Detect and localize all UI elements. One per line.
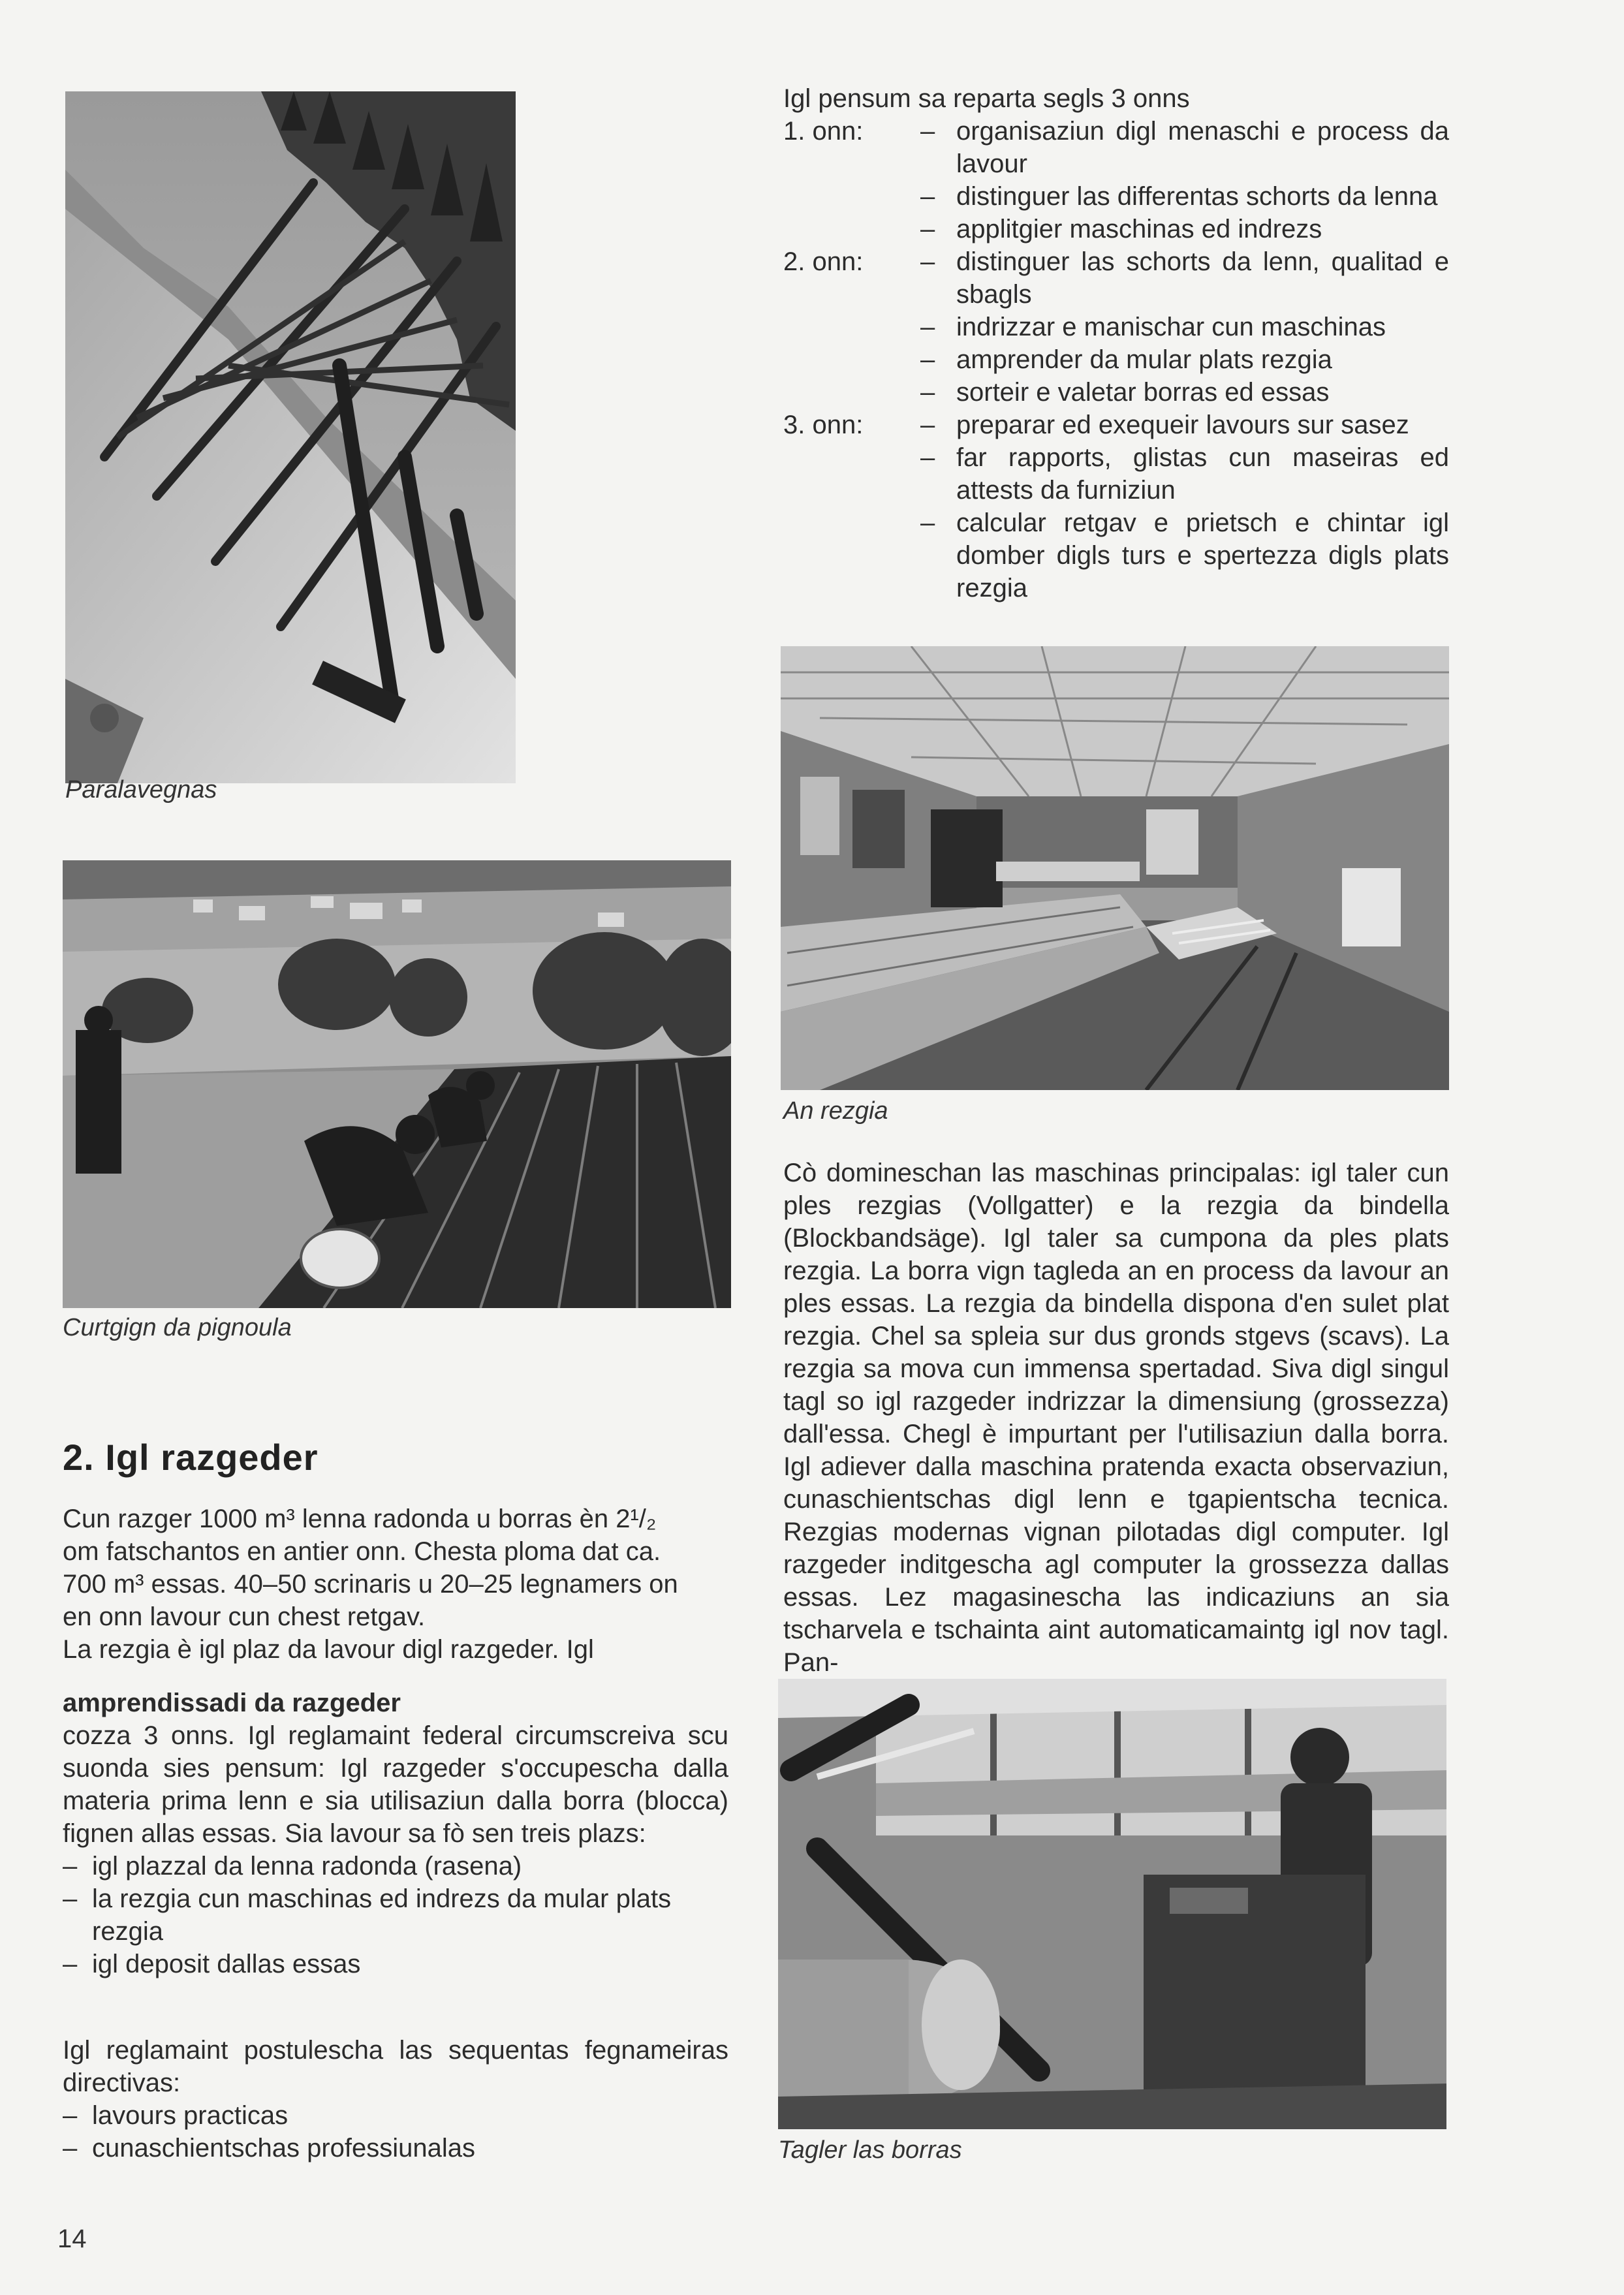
photo-sawmill-interior	[781, 646, 1449, 1090]
schedule-item: far rapports, glistas cun maseiras ed attests da furniziun	[956, 443, 1449, 505]
section-intro	[63, 1503, 728, 1666]
list-item: – la rezgia cun maschinas ed indrezs da mular plats rezgia	[63, 1882, 728, 1948]
training-schedule	[783, 82, 1449, 604]
text-line: en onn lavour cun chest retgav.	[63, 1602, 426, 1631]
schedule-item: amprender da mular plats rezgia	[956, 345, 1332, 374]
list-item-text: igl plazzal da lenna radonda (rasena)	[92, 1852, 522, 1881]
caption-tagler: Tagler las borras	[778, 2136, 962, 2164]
schedule-item: calcular retgav e prietsch e chintar igl domber digls turs e spertezza digls plats rezgia	[956, 508, 1449, 602]
schedule-item: distinguer las differentas schorts da lenna	[956, 182, 1438, 211]
list-item: – cunaschientschas professiunalas	[63, 2132, 728, 2164]
machines-paragraph: Cò domineschan las maschinas principalas: igl taler cun ples rezgias (Vollgatter) e la rezgia da bindella (Blockbandsäge). Igl taler sa cumpona da ples plats rezgia. La borra vign tagleda an en process da lavour an ples essas. La rezgia da bindella dispona d'en sulet plat rezgia. Chel sa spleia sur dus gronds stgevs (scavs). La rezgia sa mova cun immensa spertadad. Siva digl singul tagl so igl razgeder indrizzar la dimensiung (grossezza) dall'essa. Chegl è impurtant per l'utilisaziun dalla borra. Igl adiever dalla maschina pratenda exacta observaziun, cunaschientschas digl lenn e tgapientscha tecnica. Rezgias modernas vignan pilotadas digl computer. Igl razgeder inditgescha agl computer la grossezza dallas essas. Lez magasinescha las indicaziuns an sia tscharvela e tschainta aint automaticamaintg igl nov tagl. Pan-	[783, 1159, 1449, 1677]
page-number: 14	[57, 2225, 87, 2253]
text-line: 700 m³ essas. 40–50 scrinaris u 20–25 legnamers on	[63, 1570, 678, 1599]
schedule-item: applitgier maschinas ed indrezs	[956, 215, 1322, 243]
schedule-item: organisaziun digl menaschi e process da lavour	[956, 117, 1449, 178]
text-line: Cun razger 1000 m³ lenna radonda u borras èn 2¹/₂	[63, 1505, 657, 1533]
schedule-item: sorteir e valetar borras ed essas	[956, 378, 1330, 407]
caption-curtgign: Curtgign da pignoula	[63, 1314, 292, 1341]
text-line: om fatschantos en antier onn. Chesta ploma dat ca.	[63, 1537, 661, 1566]
list-item-text: cunaschientschas professiunalas	[92, 2134, 476, 2162]
schedule-year-2: 2. onn: – distinguer las schorts da lenn, qualitad e sbagls – indrizzar e manischar cun maschinas – amprender da mular plats rezgia – sorteir e valetar borras ed essas	[783, 245, 1449, 409]
caption-paralavegnas: Paralavegnas	[65, 776, 217, 804]
list-item-text: la rezgia cun maschinas ed indrezs da mular plats rezgia	[92, 1884, 672, 1946]
year-label: 1. onn:	[783, 117, 864, 146]
directives-block	[63, 2034, 728, 2164]
apprenticeship-block	[63, 1687, 728, 1980]
year-label: 3. onn:	[783, 411, 864, 439]
schedule-year-1: 1. onn: – organisaziun digl menaschi e process da lavour – distinguer las differentas schorts da lenna – applitgier maschinas ed indrezs	[783, 115, 1449, 245]
list-item: – igl deposit dallas essas	[63, 1948, 728, 1980]
subheading: amprendissadi da razgeder	[63, 1689, 401, 1717]
list-item-text: lavours practicas	[92, 2101, 289, 2130]
schedule-item: distinguer las schorts da lenn, qualitad e sbagls	[956, 247, 1449, 309]
photo-avalanche-barriers	[65, 91, 516, 783]
schedule-intro: Igl pensum sa reparta segls 3 onns	[783, 84, 1190, 113]
list-item: – igl plazzal da lenna radonda (rasena)	[63, 1850, 728, 1882]
caption-rezgia: An rezgia	[783, 1097, 888, 1125]
photo-pine-nursery	[63, 860, 731, 1308]
schedule-year-3: 3. onn: – preparar ed exequeir lavours sur sasez – far rapports, glistas cun maseiras ed attests da furniziun – calcular retgav e prietsch e chintar igl domber digls turs e spertezza digls plats rezgia	[783, 409, 1449, 604]
list-item: – lavours practicas	[63, 2099, 728, 2132]
section-heading: 2. Igl razgeder	[63, 1437, 319, 1478]
year-label: 2. onn:	[783, 247, 864, 276]
paragraph: cozza 3 onns. Igl reglamaint federal circumscreiva scu suonda sies pensum: Igl razgeder s'occupescha dalla materia prima lenn e sia utilisaziun dalla borra (blocca) fignen allas essas. Sia lavour sa fò sen treis plazs:	[63, 1721, 728, 1848]
text-line: La rezgia è igl plaz da lavour digl razgeder. Igl	[63, 1635, 594, 1664]
paragraph: Igl reglamaint postulescha las sequentas fegnameiras directivas:	[63, 2036, 728, 2097]
list-item-text: igl deposit dallas essas	[92, 1950, 361, 1978]
photo-log-cutting	[778, 1679, 1446, 2129]
schedule-item: preparar ed exequeir lavours sur sasez	[956, 411, 1409, 439]
schedule-item: indrizzar e manischar cun maschinas	[956, 313, 1386, 341]
